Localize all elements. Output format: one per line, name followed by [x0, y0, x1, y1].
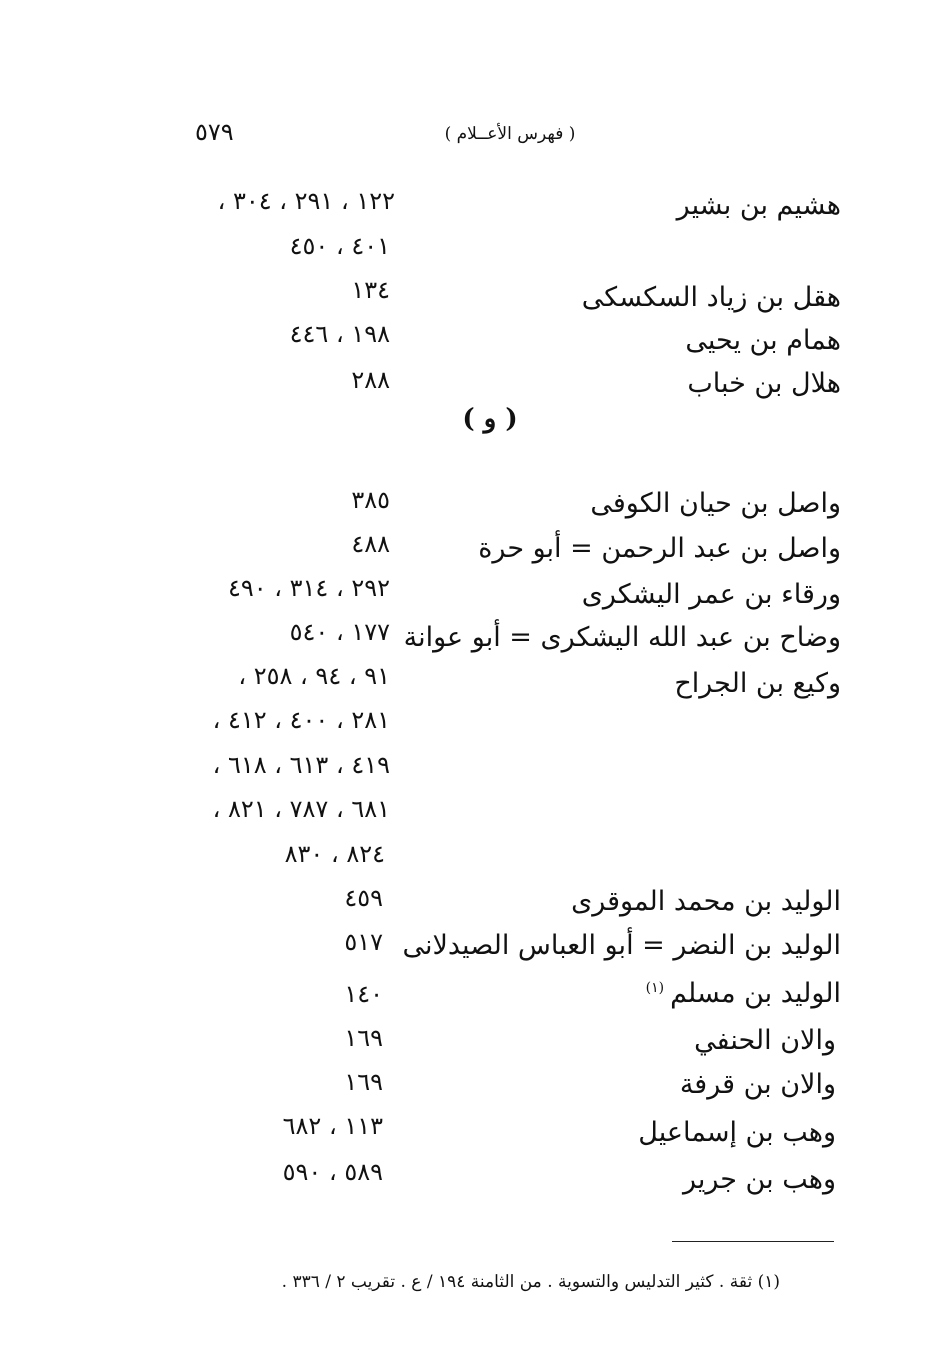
index-name: الوليد بن النضر = أبو العباس الصيدلانى	[402, 930, 841, 961]
index-pages: ٢٨١ ، ٤٠٠ ، ٤١٢ ،	[212, 706, 390, 734]
index-name: ورقاء بن عمر اليشكرى	[581, 579, 841, 610]
index-name: والان الحنفي	[694, 1025, 836, 1056]
index-name: هقل بن زياد السكسكى	[581, 282, 841, 313]
index-pages: ١٢٢ ، ٢٩١ ، ٣٠٤ ،	[217, 187, 395, 215]
index-pages: ٤٠١ ، ٤٥٠	[289, 232, 390, 260]
index-name: واصل بن عبد الرحمن = أبو حرة	[478, 533, 841, 564]
index-pages: ١٣٤	[351, 276, 390, 304]
index-pages: ٢٨٨	[351, 366, 390, 394]
index-pages: ٩١ ، ٩٤ ، ٢٥٨ ،	[238, 662, 390, 690]
index-name: الوليد بن محمد الموقرى	[571, 886, 841, 917]
index-pages: ٥٨٩ ، ٥٩٠	[282, 1158, 383, 1186]
index-pages: ٢٩٢ ، ٣١٤ ، ٤٩٠	[227, 574, 390, 602]
index-name: هشيم بن بشير	[676, 190, 841, 221]
entry-name: الوليد بن مسلم	[670, 978, 841, 1009]
index-pages: ٨٢٤ ، ٨٣٠	[284, 840, 385, 868]
index-name: وهب بن جرير	[682, 1164, 836, 1195]
page-number: ٥٧٩	[195, 118, 234, 146]
index-name: واصل بن حيان الكوفى	[590, 488, 841, 519]
index-pages: ١٧٧ ، ٥٤٠	[289, 618, 390, 646]
running-title: ( فهرس الأعــلام )	[444, 124, 576, 144]
footnote: (١) ثقة . كثير التدليس والتسوية . من الثامنة ١٩٤ / ع . تقريب ٢ / ٣٣٦ .	[281, 1272, 780, 1292]
index-pages: ٥١٧	[344, 928, 383, 956]
footnote-rule	[672, 1241, 834, 1242]
index-name	[646, 978, 841, 1009]
index-name: والان بن قرفة	[679, 1069, 836, 1100]
index-pages: ١٩٨ ، ٤٤٦	[289, 320, 390, 348]
index-pages: ١٦٩	[344, 1068, 383, 1096]
index-pages: ٣٨٥	[351, 486, 390, 514]
index-name: وهب بن إسماعيل	[638, 1117, 836, 1148]
index-name: همام بن يحيى	[685, 325, 841, 356]
index-pages: ٦٨١ ، ٧٨٧ ، ٨٢١ ،	[212, 795, 390, 823]
index-pages: ٤٥٩	[344, 884, 383, 912]
index-pages: ١٦٩	[344, 1024, 383, 1052]
section-heading: ( و )	[462, 404, 518, 434]
index-name: هلال بن خباب	[687, 368, 841, 399]
footnote-ref: (١)	[645, 980, 665, 996]
index-pages: ٤٨٨	[351, 530, 390, 558]
index-pages: ١١٣ ، ٦٨٢	[282, 1112, 383, 1140]
index-name: وكيع بن الجراح	[674, 668, 841, 699]
index-name: وضاح بن عبد الله اليشكرى = أبو عوانة	[403, 622, 841, 653]
index-pages: ٤١٩ ، ٦١٣ ، ٦١٨ ،	[212, 751, 390, 779]
index-pages: ١٤٠	[344, 980, 383, 1008]
